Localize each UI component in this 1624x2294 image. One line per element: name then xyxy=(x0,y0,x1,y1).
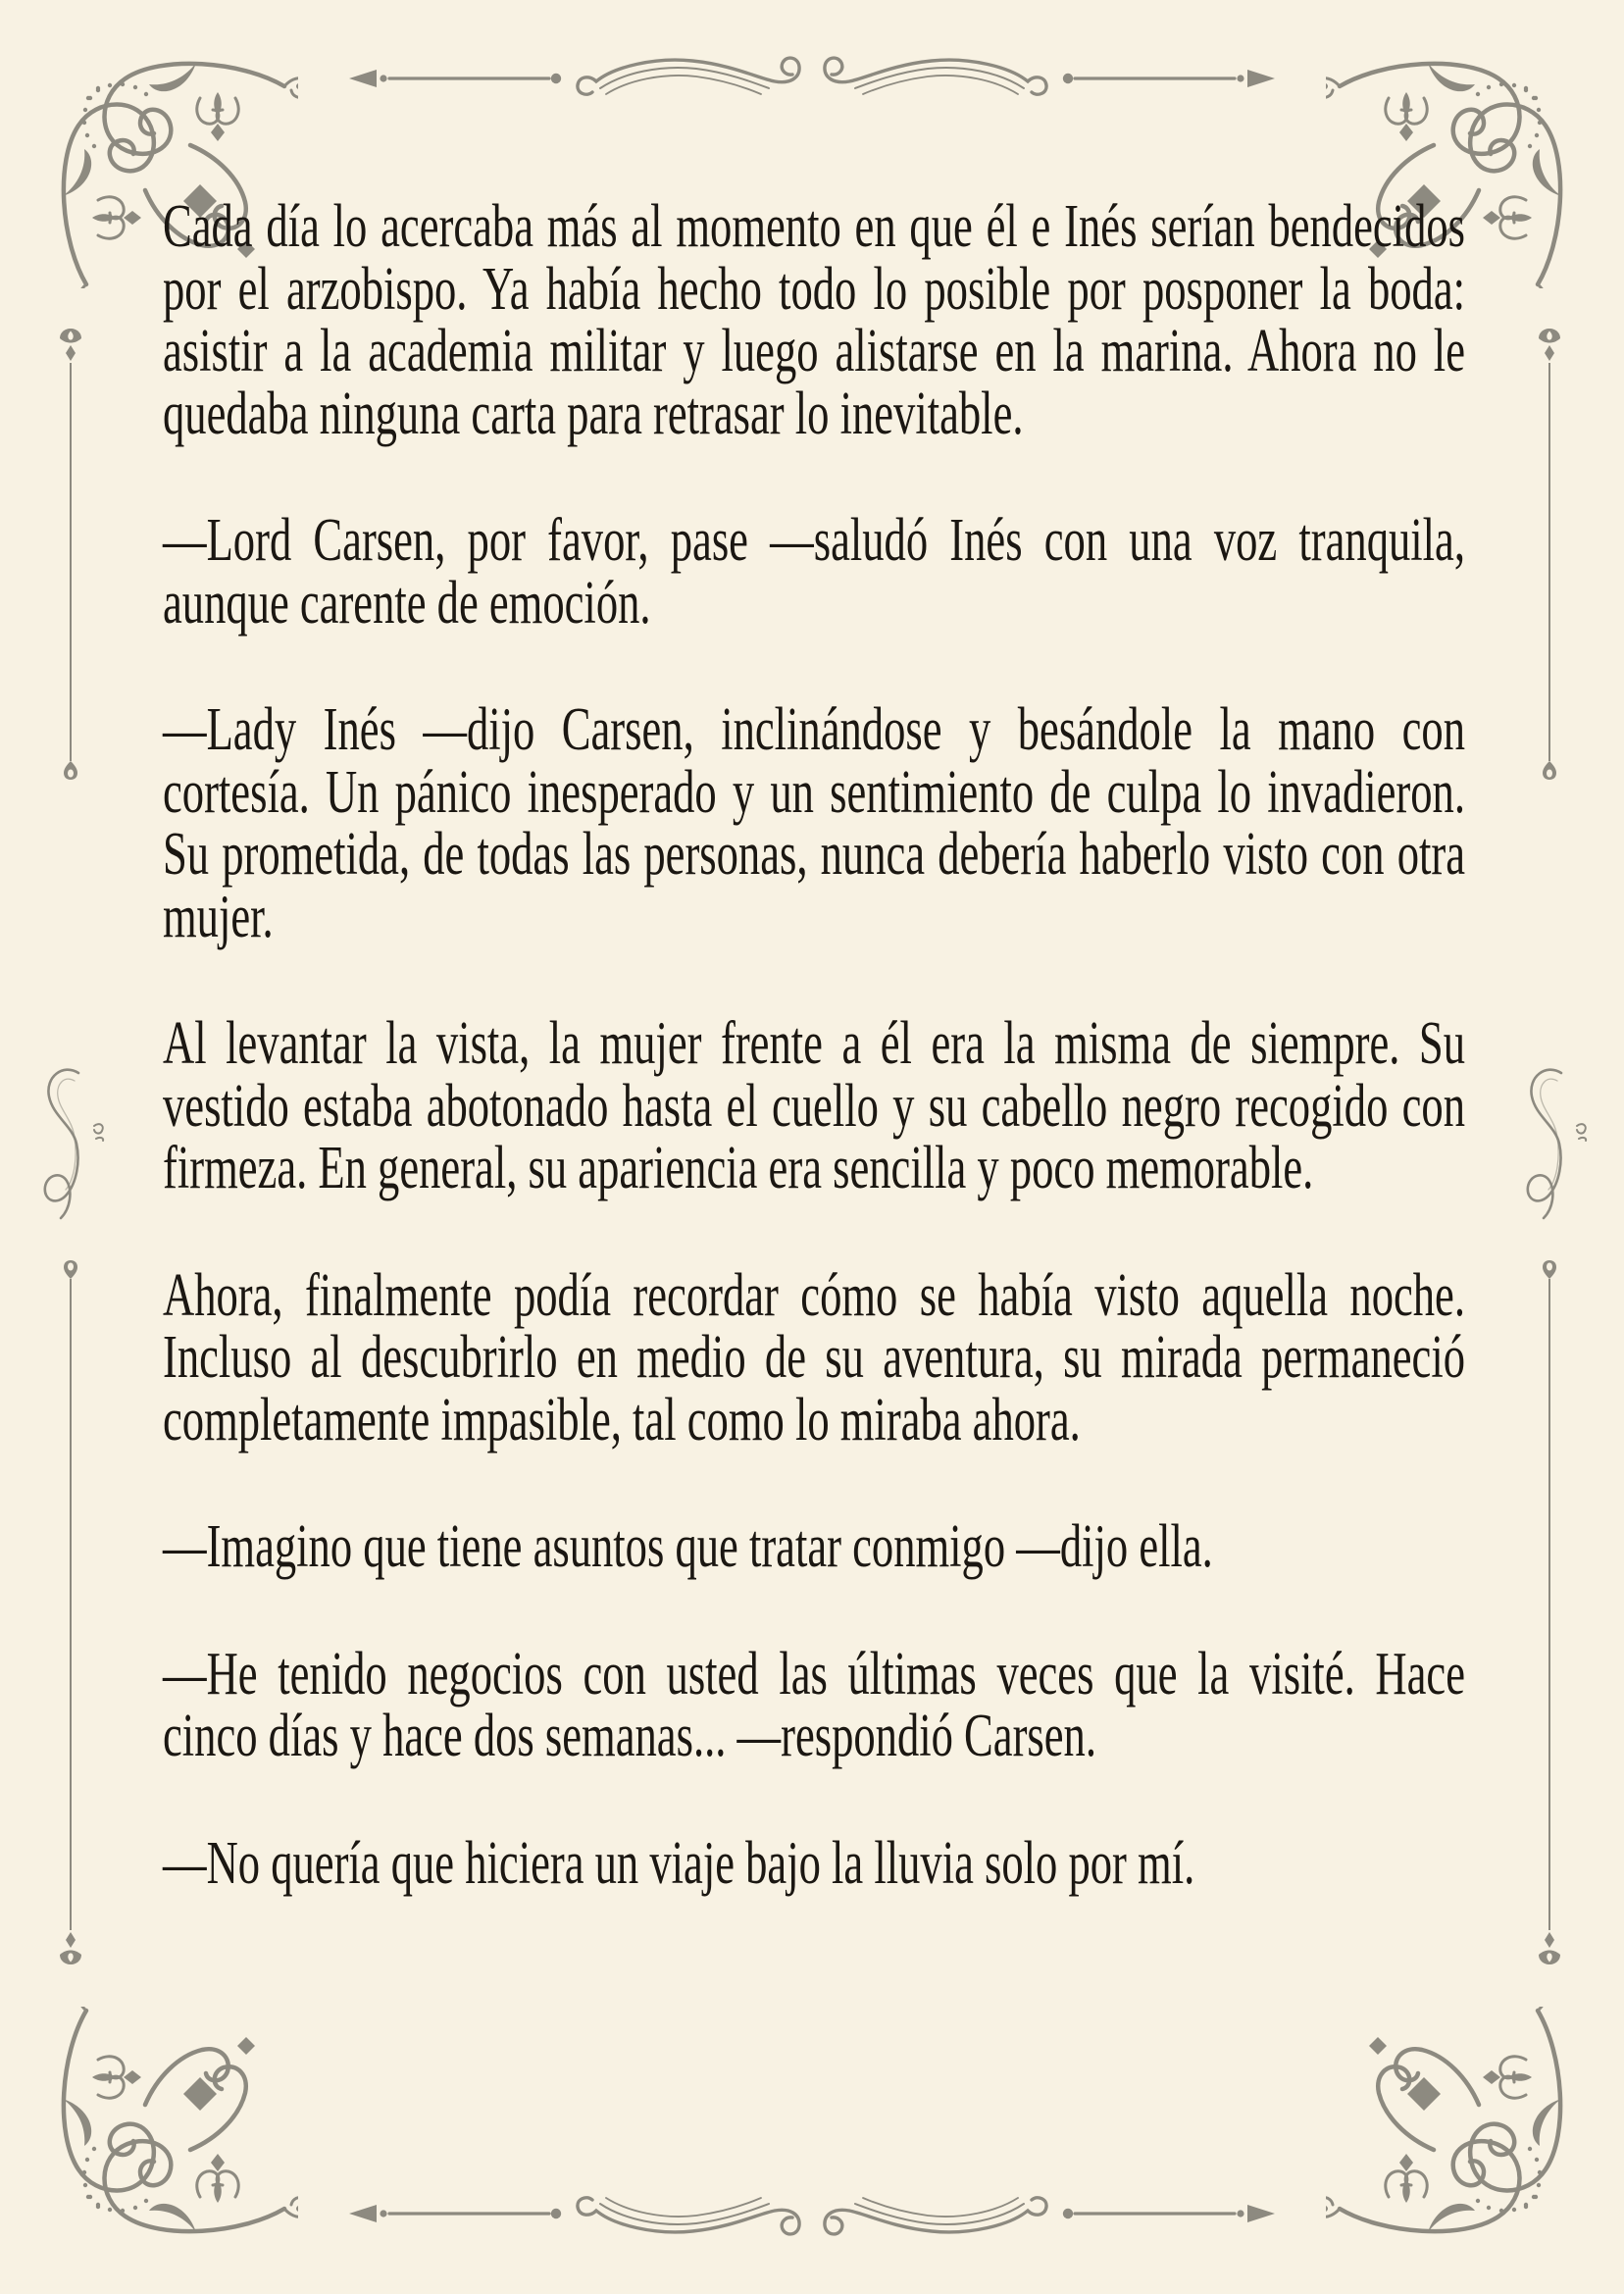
rule-line xyxy=(1548,1279,1551,1930)
figure-eight-flourish-right xyxy=(1518,1065,1595,1224)
paragraph-3: —Lady Inés —dijo Carsen, inclinándose y besándole la mano con cortesía. Un pánico inesperado y un sentimiento de culpa lo invadieron. Su prometida, de todas las personas, nunca debería haberlo visto con otra mujer. xyxy=(163,696,1465,950)
side-rule-left-lower xyxy=(59,1259,82,1965)
side-rule-right-lower xyxy=(1538,1259,1561,1965)
finial-drop-icon xyxy=(59,1259,82,1279)
paragraph-5: Ahora, finalmente podía recordar cómo se había visto aquella noche. Incluso al descubrirlo en medio de su aventura, su mirada permaneció completamente impasible, tal como lo miraba ahora. xyxy=(163,1261,1465,1453)
paragraph-2: —Lord Carsen, por favor, pase —saludó Inés con una voz tranquila, aunque carente de emoción. xyxy=(163,507,1465,637)
paragraph-6: —Imagino que tiene asuntos que tratar conmigo —dijo ella. xyxy=(163,1513,1213,1580)
finial-fan-icon xyxy=(1538,328,1561,363)
finial-fan-icon xyxy=(1538,1930,1561,1965)
paragraph-1: Cada día lo acercaba más al momento en que él e Inés serían bendecidos por el arzobispo. Ya había hecho todo lo posible por posponer la boda: asistir a la academia militar y luego alistarse en la marina. Ahora no le quedaba ninguna carta para retrasar lo inevitable. xyxy=(163,193,1465,447)
corner-flourish-bottom-right xyxy=(1326,2007,1571,2242)
paragraph-4: Al levantar la vista, la mujer frente a él era la misma de siempre. Su vestido estaba abotonado hasta el cuello y su cabello negro recogido con firmeza. En general, su apariencia era sencilla y poco memorable. xyxy=(163,1010,1465,1201)
paragraph-7: —He tenido negocios con usted las últimas veces que la visité. Hace cinco días y hace dos semanas... —respondió Carsen. xyxy=(163,1640,1465,1769)
paragraph-8: —No quería que hiciera un viaje bajo la lluvia solo por mí. xyxy=(163,1829,1195,1897)
rule-line xyxy=(1548,363,1551,761)
finial-drop-icon xyxy=(1538,761,1561,781)
finial-drop-icon xyxy=(1538,1259,1561,1279)
rule-line xyxy=(70,363,73,761)
divider-ornament-bottom xyxy=(347,2180,1277,2243)
text-column xyxy=(163,193,1465,1897)
corner-flourish-bottom-left xyxy=(53,2007,298,2242)
figure-eight-flourish-left xyxy=(35,1065,112,1224)
finial-fan-icon xyxy=(59,328,82,363)
side-rule-left-upper xyxy=(59,328,82,781)
rule-line xyxy=(70,1279,73,1930)
finial-fan-icon xyxy=(59,1930,82,1965)
divider-ornament-top xyxy=(347,49,1277,112)
finial-drop-icon xyxy=(59,761,82,781)
side-rule-right-upper xyxy=(1538,328,1561,781)
